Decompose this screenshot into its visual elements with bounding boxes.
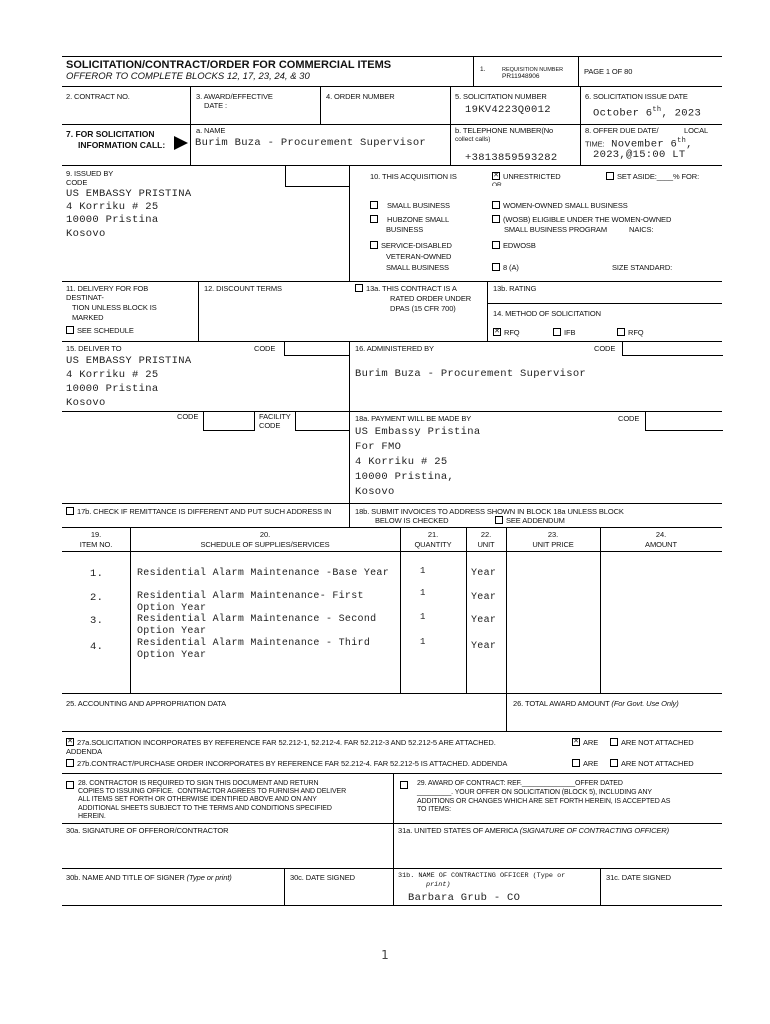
acquisition-label: 10. THIS ACQUISITION IS (370, 172, 457, 181)
wosb-checkbox[interactable] (492, 201, 500, 209)
award-date-label: 3. AWARD/EFFECTIVE (196, 92, 273, 101)
contractor-code-label: CODE (177, 412, 199, 421)
administered-by-value: Burim Buza - Procurement Supervisor (355, 368, 587, 380)
telephone-label-2: collect calls) (455, 136, 491, 143)
item-number: 4. (90, 641, 104, 653)
rated-order-label-3: DPAS (15 CFR 700) (390, 304, 456, 313)
sdvosb-label-2: VETERAN-OWNED (386, 252, 452, 261)
col-unit-num: 22. (480, 530, 492, 539)
contractor-sign-option[interactable]: 28. CONTRACTOR IS REQUIRED TO SIGN THIS DOCUMENT AND RETURN COPIES TO ISSUING OFFICE. CONTRACTOR AGREES TO FURNISH AND DELIVER ALL ITEMS SET FORTH OR OTHERWISE IDENTIFIED ABOVE AND ON ANY ADDITIONAL SHEETS SUBJECT TO THE TERMS AND CONDITIONS SPECIFIED HEREIN. (66, 780, 396, 821)
award-of-contract-checkbox[interactable] (400, 781, 408, 789)
accounting-label: 25. ACCOUNTING AND APPROPRIATION DATA (66, 699, 227, 708)
hubzone-option[interactable]: HUBZONE SMALL (370, 215, 449, 224)
col-schedule: SCHEDULE OF SUPPLIES/SERVICES (200, 540, 330, 549)
solicitation-date-label: 6. SOLICITATION ISSUE DATE (585, 92, 688, 101)
delivery-fob-label-3: TION UNLESS BLOCK IS (72, 303, 157, 312)
delivery-fob-label-2: DESTINAT- (66, 293, 104, 302)
deliver-to-code-label: CODE (254, 344, 276, 353)
ifb-option[interactable]: IFB (553, 328, 575, 337)
col-item-no-num: 19. (90, 530, 102, 539)
col-item-no: ITEM NO. (79, 540, 113, 549)
submit-invoices-label: 18b. SUBMIT INVOICES TO ADDRESS SHOWN IN BLOCK 18a UNLESS BLOCK (355, 507, 624, 516)
size-standard-label: SIZE STANDARD: (612, 263, 673, 272)
item-unit: Year (471, 592, 497, 603)
col-unit-price-num: 23. (547, 530, 559, 539)
contractor-code-box[interactable] (203, 411, 255, 431)
item-quantity: 1 (420, 566, 426, 576)
issued-by-line: 10000 Pristina (66, 214, 159, 226)
contracting-officer-name-label-2: print) (426, 881, 451, 889)
sdvosb-label-3: SMALL BUSINESS (386, 263, 449, 272)
item-description: Residential Alarm Maintenance - Third Option Year (137, 638, 371, 661)
rfp-option[interactable]: RFQ (617, 328, 644, 337)
item-description: Residential Alarm Maintenance - Second Option Year (137, 614, 377, 637)
item-number: 3. (90, 615, 104, 627)
col-quantity: QUANTITY (414, 540, 452, 549)
offeror-signature-label: 30a. SIGNATURE OF OFFEROR/CONTRACTOR (66, 826, 229, 835)
item-quantity: 1 (420, 637, 426, 647)
col-amount: AMOUNT (645, 540, 677, 549)
addenda-27b-are-not-checkbox[interactable] (610, 759, 618, 767)
sdvosb-option[interactable]: SERVICE-DISABLED (370, 241, 452, 250)
order-number-label: 4. ORDER NUMBER (326, 92, 395, 101)
item-unit: Year (471, 641, 497, 652)
issued-by-line: 4 Korriku # 25 (66, 201, 159, 213)
addenda-27a-option[interactable]: ✕ 27a.SOLICITATION INCORPORATES BY REFERENCE FAR 52.212-1, 52.212-4. FAR 52.212-3 AND 52.212-5 ARE ATTACHED. (67, 738, 496, 747)
rfq-checkbox[interactable]: ✕ (494, 328, 500, 336)
item-unit: Year (471, 615, 497, 626)
addenda-27a-label-2: ADDENDA (66, 747, 102, 756)
issued-by-code-box[interactable] (285, 165, 350, 187)
addenda-27b-are-not-option[interactable]: ARE NOT ATTACHED (610, 759, 694, 768)
see-addendum-checkbox[interactable] (495, 516, 503, 524)
deliver-to-line: US EMBASSY PRISTINA (66, 355, 192, 367)
addenda-27a-are-not-checkbox[interactable] (610, 738, 618, 746)
edwosb-eligible-checkbox[interactable] (492, 215, 500, 223)
small-business-checkbox[interactable] (370, 201, 378, 209)
edwosb-program-label: SMALL BUSINESS PROGRAM (504, 225, 607, 234)
item-description: Residential Alarm Maintenance- First Option Year (137, 591, 364, 614)
contact-name: Burim Buza - Procurement Supervisor (195, 137, 427, 149)
delivery-fob-label: 11. DELIVERY FOR FOB (66, 284, 149, 293)
contracting-officer-name: Barbara Grub - CO (408, 892, 521, 904)
edwosb-option[interactable]: EDWOSB (492, 241, 536, 250)
hubzone-checkbox[interactable] (370, 215, 378, 223)
payment-code-label: CODE (618, 414, 640, 423)
facility-code-box[interactable] (295, 411, 350, 431)
submit-invoices-label-2: BELOW IS CHECKED (375, 516, 449, 525)
issued-by-label: 9. ISSUED BY (66, 169, 114, 178)
deliver-to-line: 10000 Pristina (66, 383, 159, 395)
rfp-checkbox[interactable] (617, 328, 625, 336)
arrow-icon (174, 136, 188, 150)
addenda-27a-are-checkbox[interactable]: ✕ (573, 738, 579, 746)
col-unit: UNIT (477, 540, 495, 549)
solicitation-number-label: 5. SOLICITATION NUMBER (455, 92, 547, 101)
sdvosb-checkbox[interactable] (370, 241, 378, 249)
remittance-checkbox[interactable] (66, 507, 74, 515)
addenda-27b-checkbox[interactable] (66, 759, 74, 767)
contracting-officer-name-label: 31b. NAME OF CONTRACTING OFFICER (Type or (398, 872, 566, 880)
naics-label: NAICS: (629, 225, 654, 234)
remittance-option[interactable]: 17b. CHECK IF REMITTANCE IS DIFFERENT AND PUT SUCH ADDRESS IN (66, 507, 348, 516)
for-information-label-2: INFORMATION CALL: (78, 140, 166, 150)
total-award-label: 26. TOTAL AWARD AMOUNT (For Govt. Use Only) (513, 699, 679, 708)
issued-by-code-label: CODE (66, 178, 88, 187)
item-unit: Year (471, 568, 497, 579)
telephone-label: b. TELEPHONE NUMBER(No (455, 126, 554, 135)
contact-name-label: a. NAME (196, 126, 226, 135)
administered-by-code-label: CODE (594, 344, 616, 353)
telephone-number: +3813859593282 (465, 152, 558, 164)
see-schedule-option[interactable]: SEE SCHEDULE (66, 326, 134, 335)
unrestricted-checkbox[interactable]: ✕ (493, 172, 499, 180)
addenda-27b-are-option[interactable]: ARE (572, 759, 598, 768)
col-amount-num: 24. (655, 530, 667, 539)
payment-line: 10000 Pristina, (355, 471, 455, 483)
payment-line: 4 Korriku # 25 (355, 456, 448, 468)
requisition-label: REQUISITION NUMBER (502, 67, 564, 73)
solicitation-number: 19KV4223Q0012 (465, 104, 551, 116)
offeror-date-signed-label: 30c. DATE SIGNED (290, 873, 355, 882)
method-label: 14. METHOD OF SOLICITATION (493, 309, 601, 318)
ifb-checkbox[interactable] (553, 328, 561, 336)
rated-order-checkbox[interactable] (355, 284, 363, 292)
item-number: 1. (90, 568, 104, 580)
addenda-27a-checkbox[interactable]: ✕ (67, 738, 73, 746)
item-number: 2. (90, 592, 104, 604)
small-business-option[interactable]: SMALL BUSINESS (370, 201, 450, 210)
contracting-officer-signature-label: 31a. UNITED STATES OF AMERICA (SIGNATURE OF CONTRACTING OFFICER) (398, 826, 670, 835)
hubzone-label-2: BUSINESS (386, 225, 424, 234)
offer-due-label: 8. OFFER DUE DATE/ (585, 126, 659, 135)
item-description: Residential Alarm Maintenance -Base Year (137, 568, 390, 579)
facility-code-label-2: CODE (259, 421, 281, 430)
offer-due-local-label: LOCAL (684, 126, 709, 135)
addenda-27a-are-option[interactable]: ✕ ARE (573, 738, 599, 747)
item-quantity: 1 (420, 612, 426, 622)
administered-by-label: 16. ADMINISTERED BY (355, 344, 434, 353)
award-of-contract-option[interactable]: 29. AWARD OF CONTRACT: REF.______________OFFER DATED _________. YOUR OFFER ON SOLICITATION (BLOCK 5), INCLUDING ANY ADDITIONS OR CHANGES WHICH ARE SET FORTH HEREIN, IS ACCEPTED AS TO ITEMS: (400, 780, 722, 815)
offer-due-time: TIME: November 6th, (585, 137, 693, 151)
payment-line: Kosovo (355, 486, 395, 498)
deliver-to-line: Kosovo (66, 397, 106, 409)
issued-by-line: US EMBASSY PRISTINA (66, 188, 192, 200)
col-schedule-num: 20. (259, 530, 271, 539)
col-quantity-num: 21. (427, 530, 439, 539)
set-aside-checkbox[interactable] (606, 172, 614, 180)
edwosb-eligible-option[interactable]: (WOSB) ELIGIBLE UNDER THE WOMEN-OWNED (492, 215, 671, 224)
page-count: PAGE 1 OF 80 (584, 67, 633, 76)
eight-a-checkbox[interactable] (492, 263, 500, 271)
unrestricted-option[interactable]: ✕ UNRESTRICTED (493, 172, 561, 181)
officer-date-signed-label: 31c. DATE SIGNED (606, 873, 671, 882)
deliver-to-label: 15. DELIVER TO (66, 344, 122, 353)
administered-by-code-box[interactable] (622, 341, 723, 356)
contract-no-label: 2. CONTRACT NO. (66, 92, 130, 101)
item-quantity: 1 (420, 588, 426, 598)
page-number: 1 (381, 948, 389, 962)
form-title: SOLICITATION/CONTRACT/ORDER FOR COMMERCIAL ITEMS (66, 59, 392, 71)
addenda-27b-option[interactable]: 27b.CONTRACT/PURCHASE ORDER INCORPORATES BY REFERENCE FAR 52.212-4. FAR 52.212-5 IS ATTACHED. ADDENDA (66, 759, 507, 768)
form-subtitle: OFFEROR TO COMPLETE BLOCKS 12, 17, 23, 24, & 30 (66, 71, 310, 82)
solicitation-date: October 6th, 2023 (593, 106, 702, 120)
see-schedule-checkbox[interactable] (66, 326, 74, 334)
edwosb-checkbox[interactable] (492, 241, 500, 249)
issued-by-line: Kosovo (66, 228, 106, 240)
payment-label: 18a. PAYMENT WILL BE MADE BY (355, 414, 472, 423)
offer-due-date: 2023,@15:00 LT (593, 149, 686, 161)
discount-terms-label: 12. DISCOUNT TERMS (204, 284, 282, 293)
deliver-to-code-box[interactable] (284, 341, 350, 356)
payment-line: US Embassy Pristina (355, 426, 481, 438)
payment-line: For FMO (355, 441, 402, 453)
addenda-27a-are-not-option[interactable]: ARE NOT ATTACHED (610, 738, 694, 747)
wosb-option[interactable]: WOMEN-OWNED SMALL BUSINESS (492, 201, 628, 210)
eight-a-option[interactable]: 8 (A) (492, 263, 519, 272)
col-unit-price: UNIT PRICE (532, 540, 574, 549)
addenda-27b-are-checkbox[interactable] (572, 759, 580, 767)
rating-label: 13b. RATING (493, 284, 537, 293)
contractor-sign-checkbox[interactable] (66, 781, 74, 789)
facility-code-label: FACILITY (259, 412, 291, 421)
award-date-label-2: DATE : (204, 101, 228, 110)
set-aside-option[interactable]: SET ASIDE:____% FOR: (606, 172, 699, 181)
deliver-to-line: 4 Korriku # 25 (66, 369, 159, 381)
payment-code-box[interactable] (645, 411, 723, 431)
rated-order-label-2: RATED ORDER UNDER (390, 294, 472, 303)
for-information-label: 7. FOR SOLICITATION (66, 129, 155, 139)
requisition-number: PR11948906 (502, 73, 540, 80)
delivery-fob-label-4: MARKED (72, 313, 104, 322)
requisition-label-number: 1. (480, 66, 486, 73)
signer-name-label: 30b. NAME AND TITLE OF SIGNER (Type or print) (66, 873, 232, 882)
rated-order-option[interactable]: 13a. THIS CONTRACT IS A (355, 284, 457, 293)
see-addendum-option[interactable]: SEE ADDENDUM (495, 516, 565, 525)
or-label: OR (492, 182, 502, 186)
rfq-option[interactable]: ✕ RFQ (494, 328, 520, 337)
